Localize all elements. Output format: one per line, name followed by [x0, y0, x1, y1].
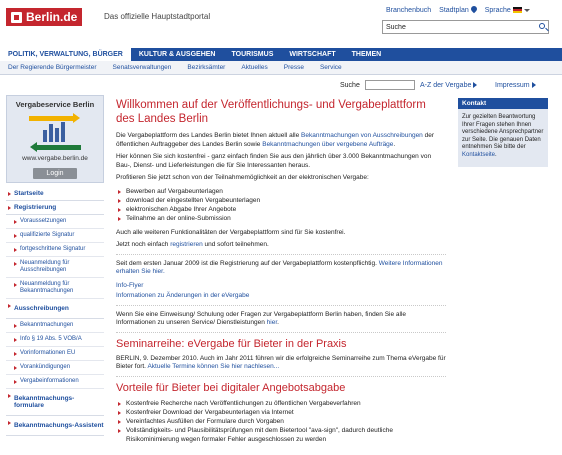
main-content	[116, 98, 446, 455]
stadtplan-label[interactable]: Stadtplan	[439, 7, 469, 14]
divider	[116, 305, 446, 306]
sprache-menu[interactable]	[485, 7, 530, 14]
registrieren-link[interactable]: registrieren	[170, 241, 203, 248]
vergabeservice-title: Vergabeservice Berlin	[15, 100, 95, 109]
list-item: Teilnahme an der online-Submission	[116, 214, 446, 223]
divider	[116, 376, 446, 377]
impressum-label[interactable]: Impressum	[495, 82, 530, 89]
vergabe-search-label: Suche	[340, 82, 360, 89]
portal-tagline: Das offizielle Hauptstadtportal	[104, 12, 211, 21]
page-title: Willkommen auf der Veröffentlichungs- und Vergabeplattform des Landes Berlin	[116, 99, 426, 125]
intro-text-c: .	[393, 140, 396, 148]
sidebar-item-qualifizierte-signatur[interactable]: qualifizierte Signatur	[6, 229, 104, 243]
sidebar-item-neuanmeldung-bekanntmachungen[interactable]: Neuanmeldung für Bekanntmachungen	[6, 278, 104, 299]
link-vergebene-auftraege[interactable]: Bekanntmachungen über vergebene Aufträge	[262, 140, 394, 148]
nav-tourismus[interactable]: TOURISMUS	[231, 51, 274, 58]
kontakt-heading: Kontakt	[458, 98, 548, 109]
paragraph-kostenfrei: Hier können Sie sich kostenfrei - ganz einfach finden Sie aus den jährlich über 3.000 Bekanntmachungen von Bau-, Dienst- und Lieferleistungen die für Sie Interessanten heraus.	[116, 153, 432, 169]
arrow-right-icon	[29, 116, 73, 121]
intro-paragraph	[116, 132, 446, 149]
search-icon	[539, 23, 545, 29]
impressum-link[interactable]	[495, 82, 536, 89]
list-item: Bewerben auf Vergabeunterlagen	[116, 187, 446, 196]
chevron-down-icon	[524, 9, 530, 12]
p5-text-b: und sofort teilnehmen.	[202, 241, 269, 248]
vergabeservice-box	[6, 95, 104, 183]
site-search-input[interactable]	[382, 20, 549, 34]
subnav-senatsverwaltungen[interactable]: Senatsverwaltungen	[112, 64, 172, 71]
paragraph-seminar	[116, 355, 446, 372]
stadtplan-link[interactable]	[439, 6, 477, 14]
kontakt-box	[458, 109, 548, 167]
branchenbuch-link[interactable]: Branchenbuch	[386, 6, 432, 14]
p8-text: BERLIN, 9. Dezember 2010. Auch im Jahr 2011 führen wir die erfolgreiche Seminarreihe zum Thema eVergabe für Bieter fort.	[116, 354, 446, 370]
kontakt-text: Zur gezielten Beantwortung Ihrer Fragen stehen Ihnen verschiedene Ansprechpartner zur Seite. Die genauen Daten entnehmen Sie bitte der	[462, 114, 544, 150]
intro-text-b: der öffentlichen Auftraggeber des Landes Berlin sowie	[116, 132, 435, 148]
sidebar-item-vorankuendigungen[interactable]: Vorankündigungen	[6, 361, 104, 375]
subnav-regierender-buergermeister[interactable]: Der Regierende Bürgermeister	[8, 64, 97, 71]
az-vergabe-link[interactable]	[420, 82, 477, 89]
utility-bar	[0, 78, 562, 92]
sidebar-item-vorinformationen-eu[interactable]: Vorinformationen EU	[6, 347, 104, 361]
kontaktseite-link[interactable]: Kontaktseite	[462, 151, 496, 158]
p7-text-a: Wenn Sie eine Einweisung/ Schulung oder Fragen zur Vergabeplattform Berlin haben, finden Sie alle Informationen zu unseren Service/ Dienstleistungen	[116, 310, 407, 326]
seminar-heading: Seminarreihe: eVergabe für Bieter in der Praxis	[116, 337, 347, 350]
sidebar-item-registrierung[interactable]: Registrierung	[6, 201, 104, 215]
kontakt-text-end: .	[495, 151, 497, 158]
sidebar-item-info-vob[interactable]: Info § 19 Abs. 5 VOB/A	[6, 333, 104, 347]
intro-text-a: Die Vergabeplattform des Landes Berlin bietet Ihnen aktuell alle	[116, 132, 302, 139]
logo-text[interactable]: Berlin.de	[6, 8, 82, 26]
list-item: Vereinfachtes Ausfüllen der Formulare durch Vorgaben	[116, 417, 446, 426]
weitere-informationen-link[interactable]: Weitere Informationen erhalten Sie hier.	[116, 259, 443, 275]
service-hier-link[interactable]: hier	[266, 319, 278, 326]
divider	[116, 254, 446, 255]
aenderungen-evergabe-link[interactable]: Informationen zu Änderungen in der eVergabe	[116, 291, 250, 299]
left-sidebar	[6, 95, 104, 455]
list-item: Kostenfreie Recherche nach Veröffentlichungen zu öffentlichen Vergabeverfahren	[116, 399, 446, 408]
berlin-de-logo[interactable]	[6, 6, 98, 28]
right-column	[458, 98, 548, 167]
vergabe-search-input[interactable]	[365, 80, 415, 90]
sprache-label[interactable]: Sprache	[484, 6, 511, 14]
sidebar-item-vergabeinformationen[interactable]: Vergabeinformationen	[6, 375, 104, 389]
p7-text-b: .	[277, 319, 279, 326]
map-pin-icon	[470, 5, 478, 13]
search-button[interactable]	[538, 22, 548, 32]
sidebar-item-ausschreibungen[interactable]: Ausschreibungen	[6, 299, 104, 319]
divider	[116, 332, 446, 333]
arrow-right-icon	[473, 82, 477, 88]
list-item: Kostenfreier Download der Vergabeunterlagen via Internet	[116, 408, 446, 417]
sidebar-item-bekanntmachungen[interactable]: Bekanntmachungen	[6, 319, 104, 333]
german-flag-icon	[513, 7, 522, 13]
sidebar-item-voraussetzungen[interactable]: Voraussetzungen	[6, 215, 104, 229]
link-bekanntmachungen-ausschreibungen[interactable]: Bekanntmachungen von Ausschreibungen	[301, 132, 423, 139]
p5-text-a: Jetzt noch einfach	[116, 241, 171, 248]
arrow-right-icon	[532, 82, 536, 88]
paragraph-kostenpflichtig	[116, 260, 446, 277]
building-icon	[43, 122, 67, 142]
nav-kultur-ausgehen[interactable]: KULTUR & AUSGEHEN	[138, 51, 216, 58]
vergabeservice-logo-icon	[27, 114, 83, 152]
sidebar-item-fortgeschrittene-signatur[interactable]: fortgeschrittene Signatur	[6, 243, 104, 257]
info-flyer-link[interactable]: Info-Flyer	[116, 281, 144, 289]
main-navigation	[0, 48, 562, 61]
az-vergabe-label[interactable]: A-Z der Vergabe	[420, 82, 472, 89]
vorteile-list	[116, 399, 446, 444]
list-item: download der eingestellten Vergabeunterlagen	[116, 196, 446, 205]
nav-themen[interactable]: THEMEN	[351, 51, 382, 58]
arrow-left-icon	[37, 145, 81, 150]
subnav-aktuelles[interactable]: Aktuelles	[241, 64, 268, 71]
site-header	[0, 0, 562, 46]
sidebar-nav	[6, 187, 104, 436]
p6-text: Seit dem ersten Januar 2009 ist die Registrierung auf der Vergabeplattform kostenpflichtig.	[116, 259, 379, 267]
nav-wirtschaft[interactable]: WIRTSCHAFT	[289, 51, 336, 58]
login-button[interactable]: Login	[33, 168, 77, 179]
vorteile-heading: Vorteile für Bieter bei digitaler Angebotsabgabe	[116, 381, 346, 394]
subnav-bezirksaemter[interactable]: Bezirksämter	[187, 64, 226, 71]
aktuelle-termine-link[interactable]: Aktuelle Termine können Sie hier nachlesen...	[147, 363, 280, 370]
subnav-presse[interactable]: Presse	[283, 64, 304, 71]
sidebar-item-bekanntmachungs-assistent[interactable]: Bekanntmachungs-Assistent	[6, 416, 104, 436]
nav-politik-verwaltung-buerger[interactable]: POLITIK, VERWALTUNG, BÜRGER	[0, 48, 131, 61]
paragraph-registrieren	[116, 241, 446, 250]
sidebar-item-neuanmeldung-ausschreibungen[interactable]: Neuanmeldung für Ausschreibungen	[6, 257, 104, 278]
paragraph-schulung	[116, 311, 446, 328]
list-item: elektronischen Abgabe Ihrer Angebote	[116, 205, 446, 214]
features-list	[116, 187, 446, 223]
sub-navigation	[0, 61, 562, 75]
sidebar-item-startseite[interactable]: Startseite	[6, 187, 104, 201]
top-links	[386, 6, 530, 14]
list-item: Vollständigkeits- und Plausibilitätsprüfungen mit dem Bietertool "ava-sign", dadurch deutliche Risikominimierung wegen formaler Fehler ausgeschlossen zu werden	[116, 426, 446, 444]
sidebar-item-bekanntmachungsformulare[interactable]: Bekanntmachungs-formulare	[6, 389, 104, 416]
paragraph-funktionalitaeten: Auch alle weiteren Funktionalitäten der Vergabeplattform sind für Sie kostenfrei.	[116, 228, 346, 236]
paragraph-profitieren: Profitieren Sie jetzt schon von der Teilnahmemöglichkeit an der elektronischen Vergabe:	[116, 174, 369, 181]
vergabe-url[interactable]: www.vergabe.berlin.de	[22, 155, 88, 162]
subnav-service[interactable]: Service	[319, 64, 342, 71]
